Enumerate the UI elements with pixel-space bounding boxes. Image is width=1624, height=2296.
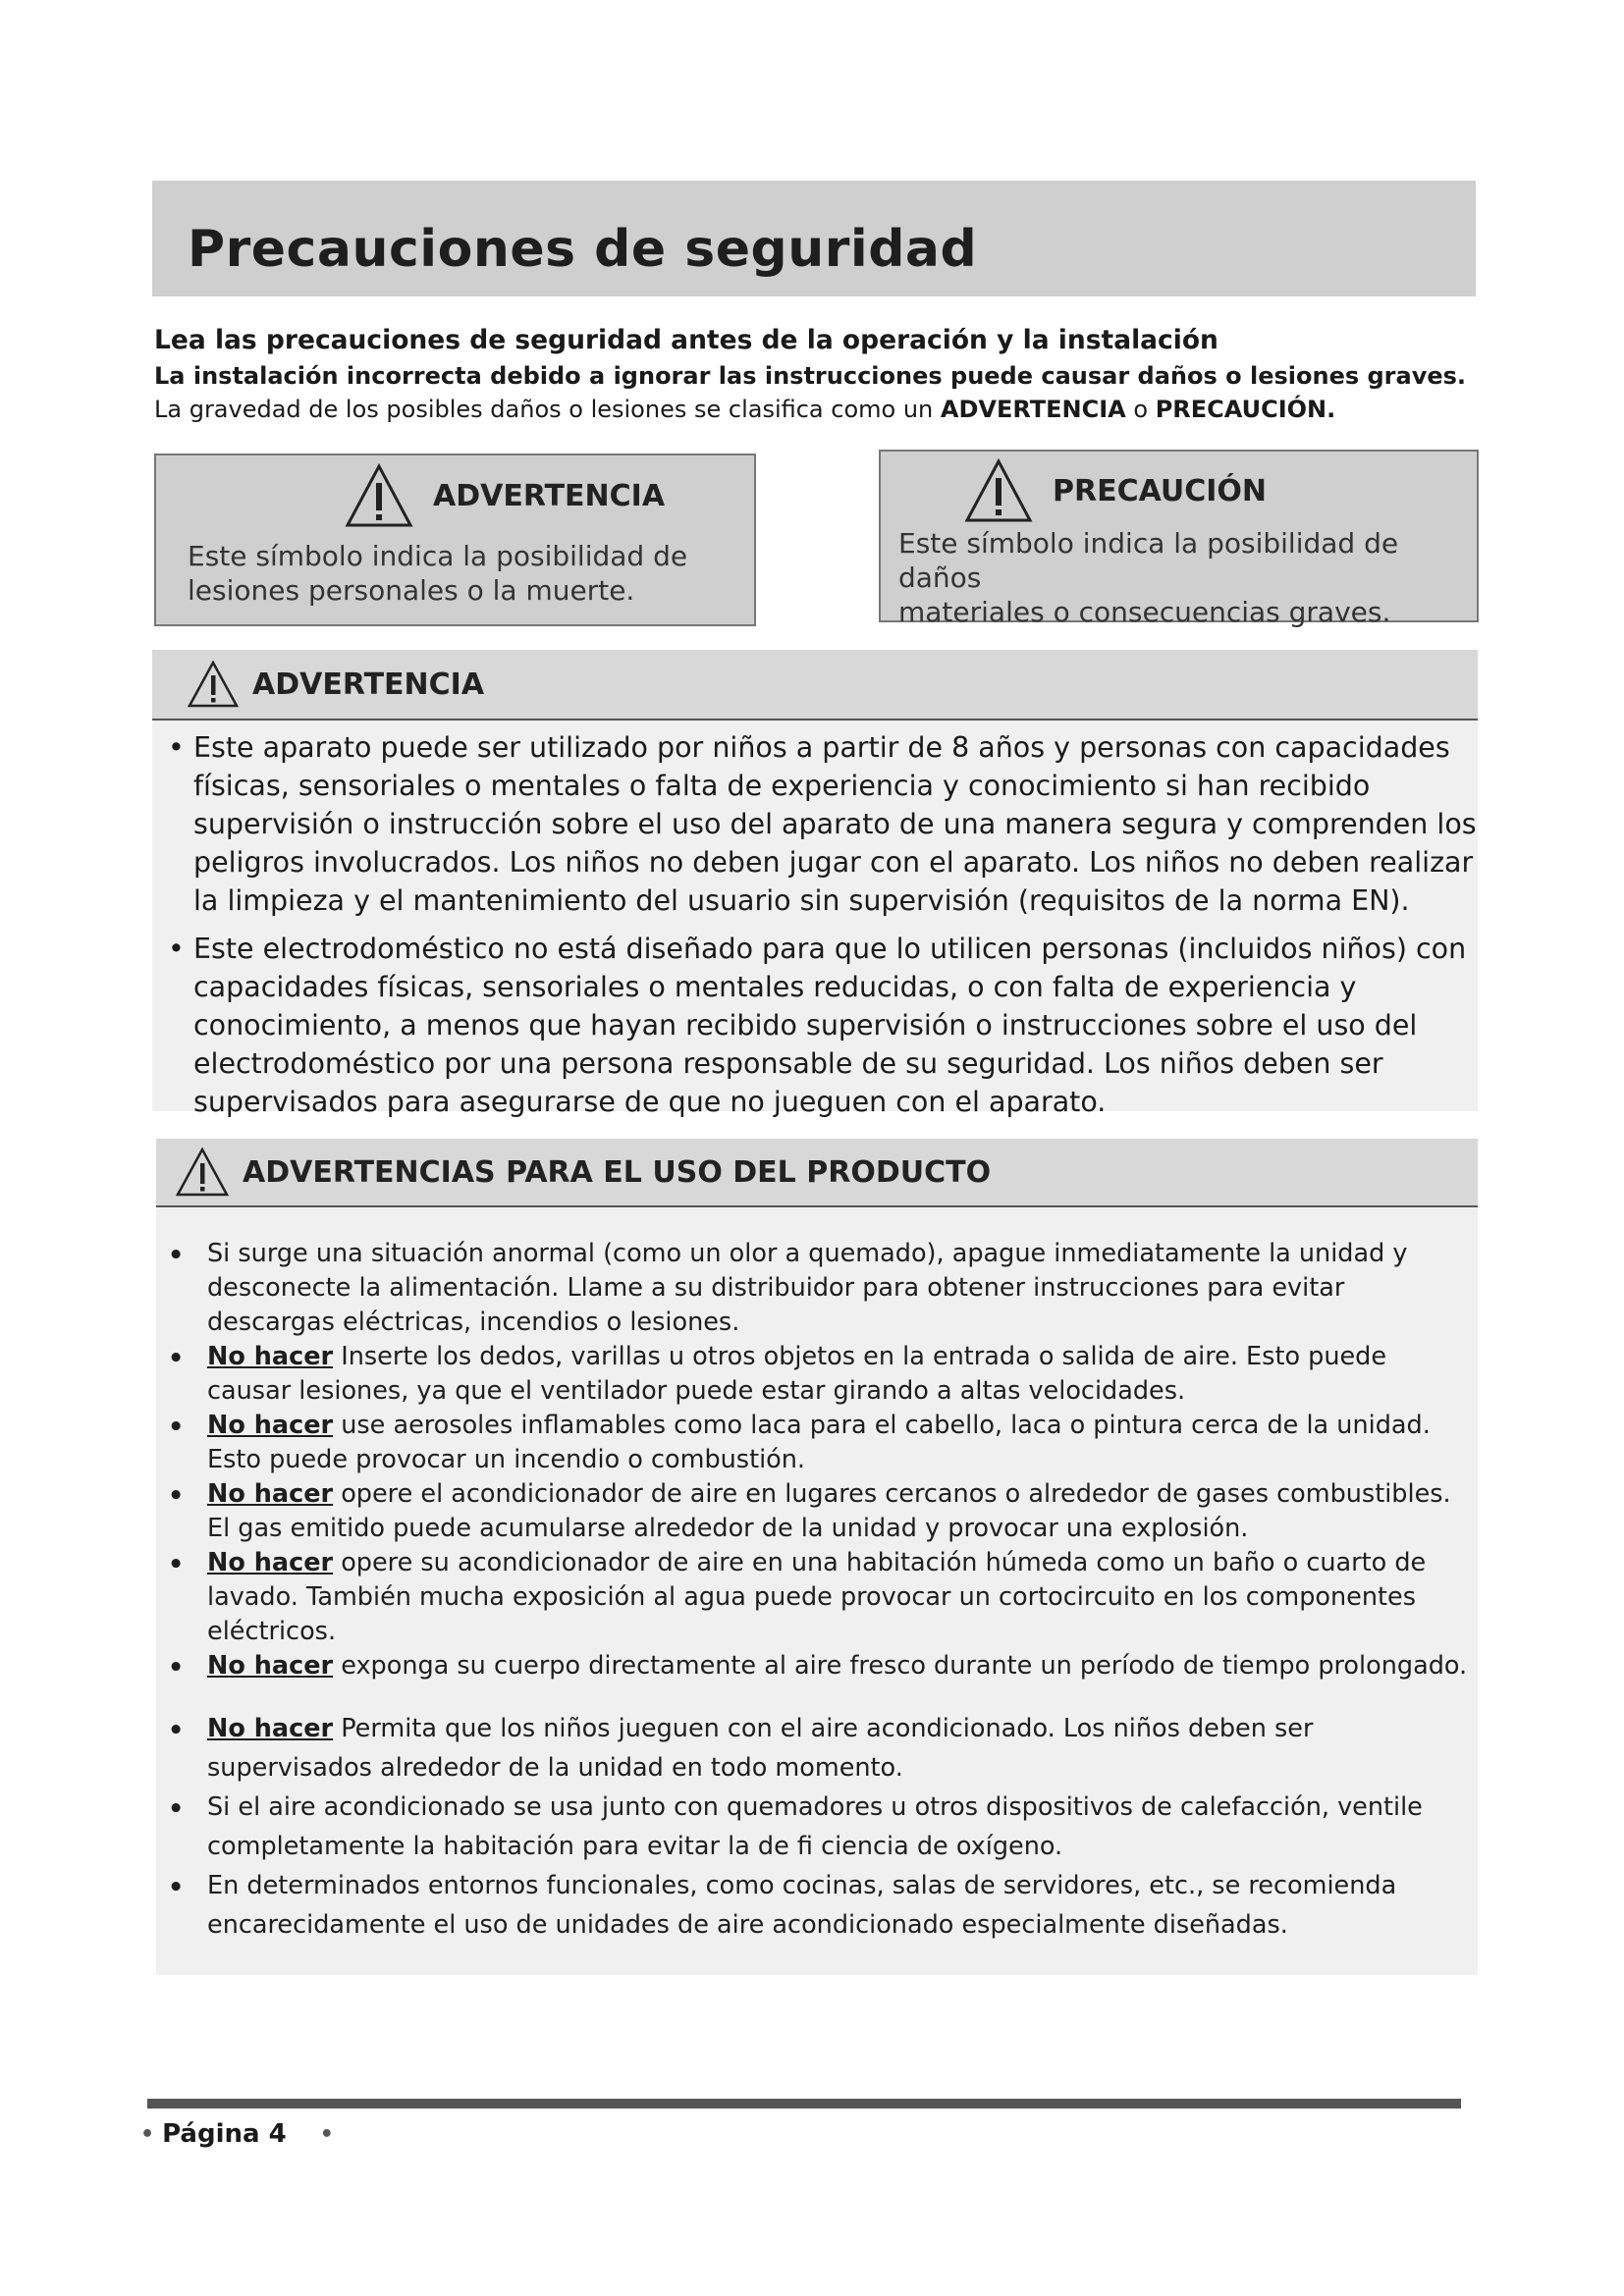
- advertencia-list: [152, 728, 1478, 1131]
- intro-line-1: Lea las precauciones de seguridad antes de la operación y la instalación: [154, 325, 1218, 355]
- warning-triangle-icon: [176, 1148, 229, 1197]
- advertencia-section-header: [152, 650, 1478, 721]
- caution-symbol-desc-line-2: materiales o consecuencias graves.: [898, 596, 1391, 628]
- bullet: •: [168, 1653, 185, 1682]
- list-item-text: En determinados entornos funcionales, como cocinas, salas de servidores, etc., se recomienda encarecidamente el uso de unidades de aire acondicionado especialmente diseñadas.: [207, 1871, 1397, 1940]
- bullet: •: [168, 731, 185, 764]
- bullet: •: [168, 1241, 185, 1270]
- list-item: [152, 930, 1478, 1121]
- list-item: [156, 1709, 1478, 1788]
- uso-producto-section-title: ADVERTENCIAS PARA EL USO DEL PRODUCTO: [243, 1154, 992, 1190]
- uso-producto-list: [156, 1237, 1478, 1945]
- uso-producto-section: [156, 1139, 1478, 1975]
- footer-divider: [147, 2099, 1461, 2109]
- list-item: [156, 1477, 1478, 1546]
- list-item-text: exponga su cuerpo directamente al aire fresco durante un período de tiempo prolongado.: [333, 1651, 1468, 1681]
- title-bar: [152, 181, 1476, 296]
- no-hacer-label: No hacer: [207, 1479, 334, 1509]
- list-item-text: use aerosoles inflamables como laca para el cabello, laca o pintura cerca de la unidad. Esto puede provocar un incendio o combustión.: [207, 1411, 1431, 1474]
- bullet: •: [168, 1716, 185, 1745]
- list-item-text: Este aparato puede ser utilizado por niños a partir de 8 años y personas con capacidades físicas, sensoriales o mentales o falta de experiencia y conocimiento si han recibido supervisión o instrucción sobre el uso del aparato de una manera segura y comprenden los peligros involucrados. Los niños no deben jugar con el aparato. Los niños no deben realizar la limpieza y el mantenimiento del usuario sin supervisión (requisitos de la norma EN).: [193, 731, 1477, 917]
- warning-symbol-desc: [188, 539, 687, 608]
- intro-line-3: [154, 393, 1489, 426]
- warning-symbol-head: [345, 463, 665, 528]
- caution-symbol-desc-line-1: Este símbolo indica la posibilidad de daños: [898, 527, 1399, 594]
- intro-warn-term: ADVERTENCIA: [940, 396, 1126, 423]
- bullet: •: [168, 1794, 185, 1824]
- warning-symbol-box: [154, 454, 756, 626]
- no-hacer-label: No hacer: [207, 1651, 334, 1681]
- intro-caution-term: PRECAUCIÓN.: [1155, 396, 1336, 423]
- advertencia-section: [152, 650, 1478, 1118]
- bullet: •: [168, 1481, 185, 1511]
- page-number: Página 4: [162, 2119, 287, 2149]
- no-hacer-label: No hacer: [207, 1714, 334, 1743]
- list-item: [156, 1340, 1478, 1409]
- list-item-text: Permita que los niños jueguen con el aire acondicionado. Los niños deben ser supervisados alrededor de la unidad en todo momento.: [207, 1714, 1314, 1783]
- advertencia-section-title: ADVERTENCIA: [252, 667, 485, 702]
- warning-symbol-desc-line-2: lesiones personales o la muerte.: [188, 574, 635, 607]
- list-item-text: Este electrodoméstico no está diseñado para que lo utilicen personas (incluidos niños) con capacidades físicas, sensoriales o mentales reducidas, o con falta de experiencia y conocimiento, a menos que hayan recibido supervisión o instrucciones sobre el uso del electrodoméstico por una persona responsable de su seguridad. Los niños deben ser supervisados para asegurarse de que no jueguen con el aparato.: [193, 933, 1467, 1118]
- footer-dot-right: •: [319, 2121, 334, 2147]
- warning-symbol-desc-line-1: Este símbolo indica la posibilidad de: [188, 540, 688, 572]
- list-item: [156, 1409, 1478, 1477]
- list-item-text: Si surge una situación anormal (como un olor a quemado), apague inmediatamente la unidad y desconecte la alimentación. Llame a su distribuidor para obtener instrucciones para evitar descargas eléctricas, incendios o lesiones.: [207, 1239, 1408, 1337]
- list-spacer: [156, 1683, 1478, 1709]
- caution-symbol-desc: [898, 526, 1477, 629]
- no-hacer-label: No hacer: [207, 1411, 334, 1440]
- footer-dot-left: •: [140, 2121, 155, 2147]
- list-item: [156, 1546, 1478, 1649]
- page-footer: [140, 2119, 334, 2149]
- list-item-text: opere el acondicionador de aire en lugares cercanos o alrededor de gases combustibles. El gas emitido puede acumularse alrededor de la unidad y provocar una explosión.: [207, 1479, 1451, 1543]
- list-item: [156, 1788, 1478, 1866]
- list-item-text: opere su acondicionador de aire en una habitación húmeda como un baño o cuarto de lavado. También mucha exposición al agua puede provocar un cortocircuito en los componentes eléctricos.: [207, 1548, 1427, 1646]
- warning-triangle-icon: [345, 463, 413, 528]
- caution-symbol-head: [964, 458, 1267, 523]
- intro-line-3-prefix: La gravedad de los posibles daños o lesiones se clasifica como un: [154, 396, 941, 423]
- page-title: Precauciones de seguridad: [188, 220, 978, 279]
- warning-symbol-label: ADVERTENCIA: [433, 478, 666, 513]
- list-item: [156, 1237, 1478, 1340]
- no-hacer-label: No hacer: [207, 1342, 334, 1371]
- bullet: •: [168, 1344, 185, 1373]
- bullet: •: [168, 1413, 185, 1442]
- intro-text: [154, 322, 1489, 426]
- caution-symbol-label: PRECAUCIÓN: [1053, 473, 1268, 508]
- list-item: [152, 728, 1478, 920]
- intro-line-2: La instalación incorrecta debido a ignorar las instrucciones puede causar daños o lesiones graves.: [154, 362, 1467, 390]
- bullet: •: [168, 933, 185, 965]
- warning-triangle-icon: [188, 661, 239, 708]
- bullet: •: [168, 1873, 185, 1902]
- bullet: •: [168, 1550, 185, 1579]
- list-item-text: Si el aire acondicionado se usa junto con quemadores u otros dispositivos de calefacción, ventile completamente la habitación para evitar la de fi ciencia de oxígeno.: [207, 1792, 1423, 1861]
- intro-or: o: [1125, 396, 1156, 423]
- caution-triangle-icon: [964, 458, 1033, 523]
- caution-symbol-box: [879, 450, 1479, 628]
- uso-producto-section-header: [156, 1139, 1478, 1207]
- list-item-text: Inserte los dedos, varillas u otros objetos en la entrada o salida de aire. Esto puede causar lesiones, ya que el ventilador puede estar girando a altas velocidades.: [207, 1342, 1387, 1406]
- list-item: [156, 1649, 1478, 1683]
- no-hacer-label: No hacer: [207, 1548, 334, 1577]
- list-item: [156, 1866, 1478, 1945]
